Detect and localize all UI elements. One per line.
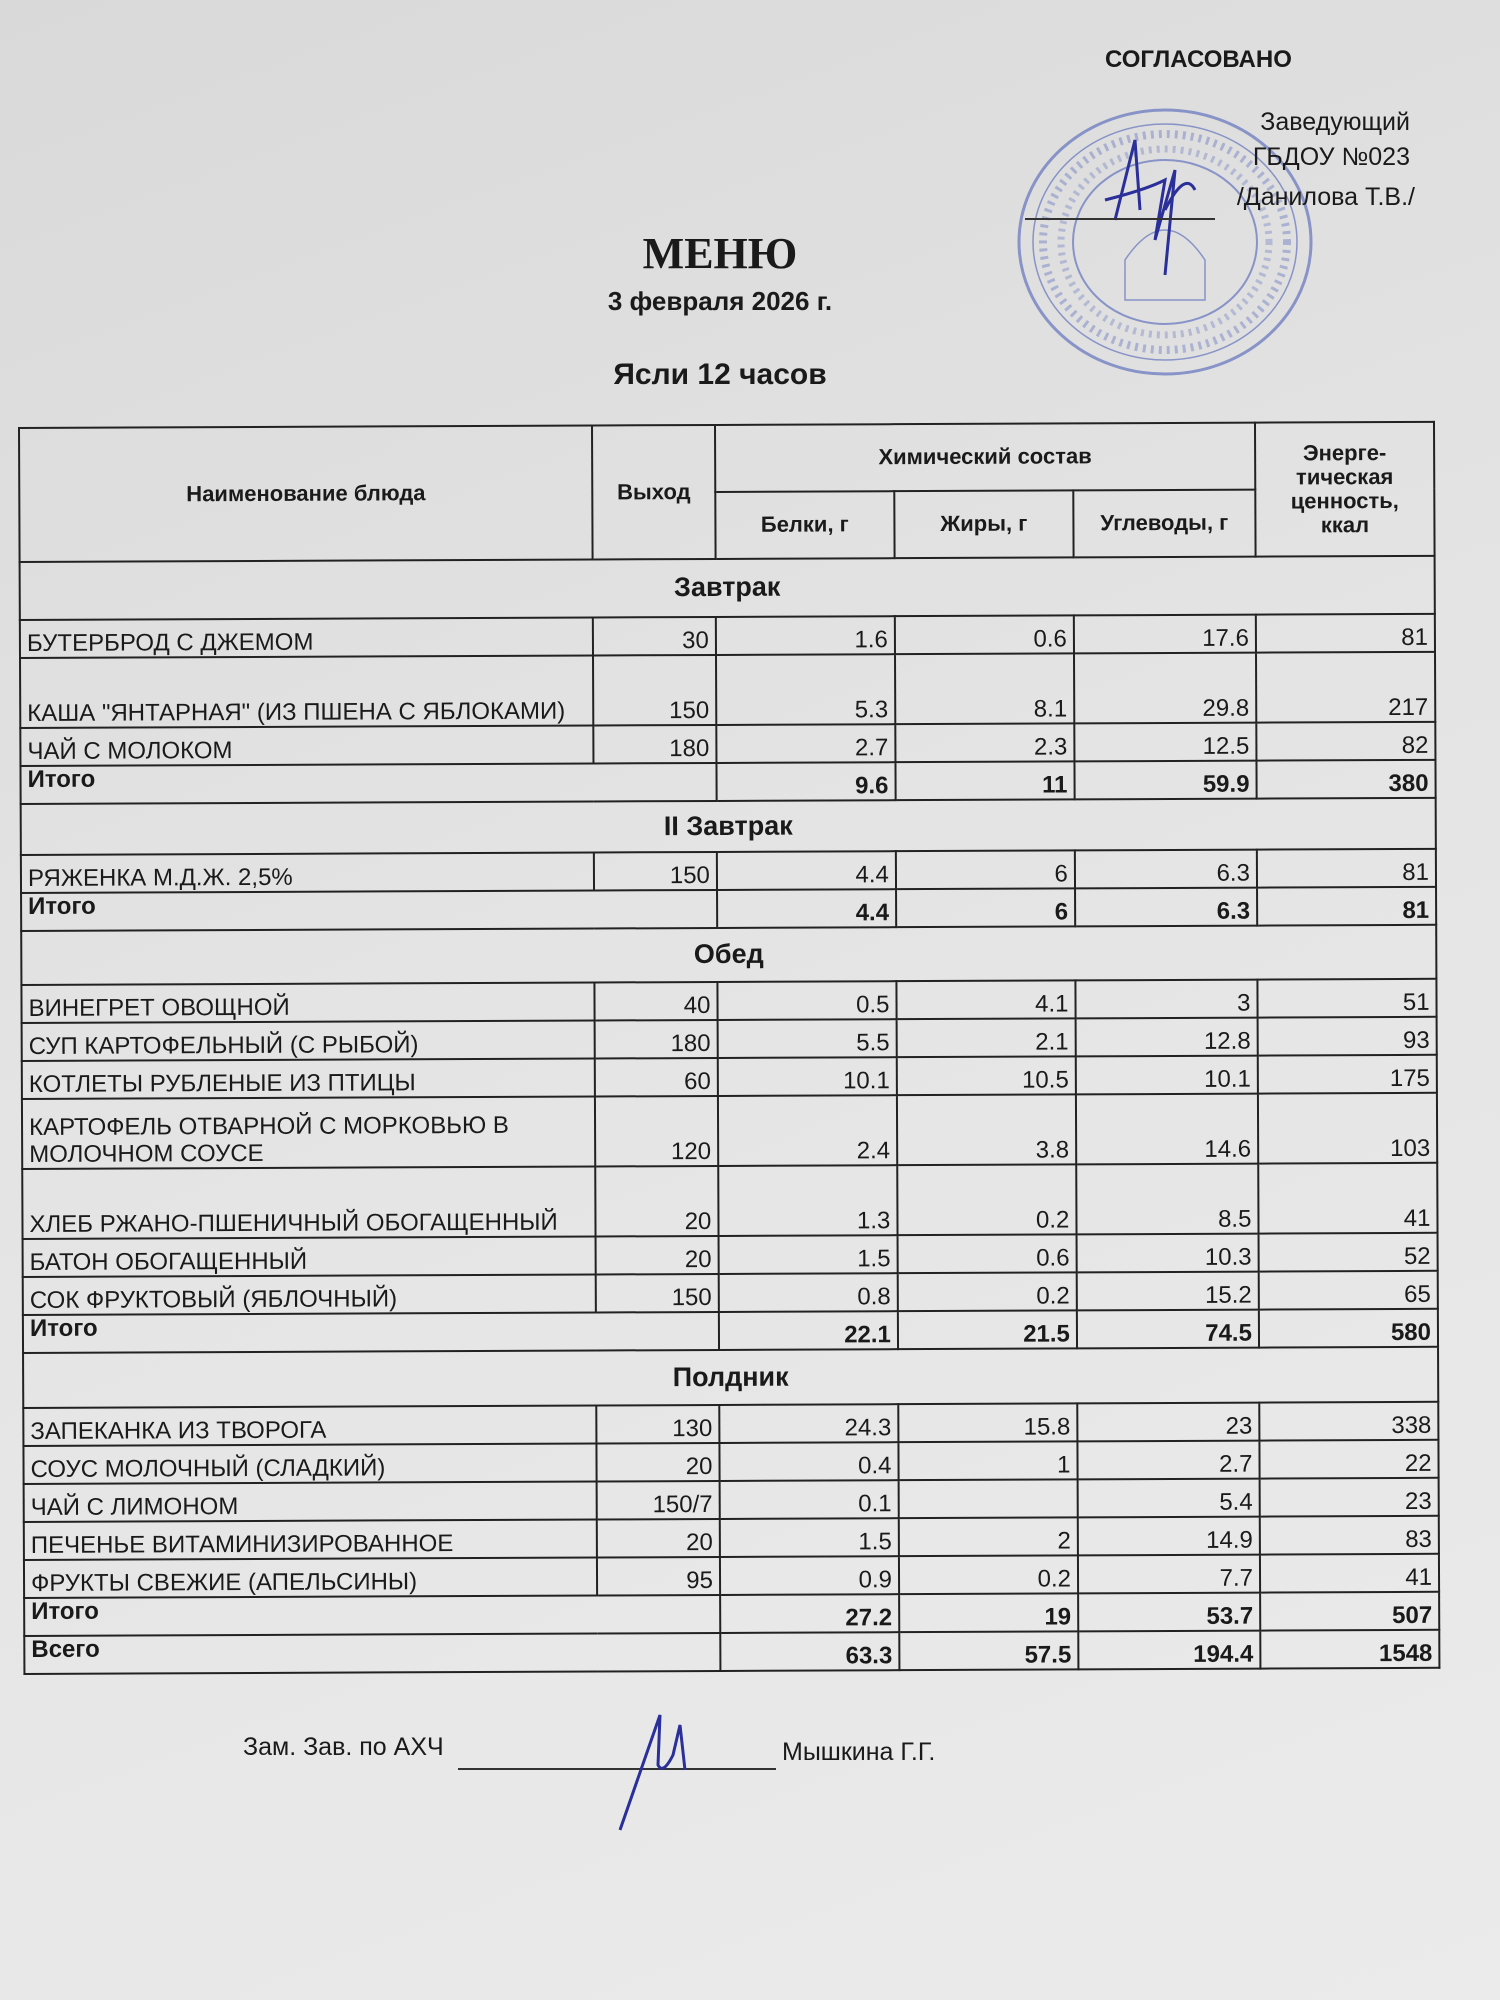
total-label: Итого (23, 1312, 719, 1353)
cell-dish-name: ЗАПЕКАНКА ИЗ ТВОРОГА (23, 1405, 596, 1446)
cell-carbs: 7.7 (1078, 1555, 1260, 1594)
table-row (22, 1163, 1437, 1239)
section-title: II Завтрак (21, 798, 1436, 855)
cell-output: 130 (596, 1405, 719, 1444)
group-name: Ясли 12 часов (613, 358, 827, 391)
cell-protein: 0.1 (720, 1480, 899, 1519)
cell-dish-name: КАРТОФЕЛЬ ОТВАРНОЙ С МОРКОВЬЮ В МОЛОЧНОМ СОУСЕ (22, 1096, 596, 1169)
total-label: Всего (24, 1633, 720, 1674)
cell-output: 60 (595, 1058, 718, 1097)
approval-position: Заведующий (1260, 108, 1410, 136)
cell-output: 95 (597, 1557, 720, 1596)
cell-fat (899, 1479, 1078, 1518)
cell-protein: 1.5 (720, 1518, 899, 1557)
cell-dish-name: КОТЛЕТЫ РУБЛЕНЫЕ ИЗ ПТИЦЫ (22, 1058, 595, 1099)
footer-position: Зам. Зав. по АХЧ (243, 1733, 444, 1761)
approval-name: /Данилова Т.В./ (1236, 183, 1415, 211)
cell-energy: 22 (1259, 1440, 1438, 1479)
cell-dish-name: ЧАЙ С МОЛОКОМ (20, 725, 593, 766)
section-title: Завтрак (20, 556, 1435, 620)
cell-protein: 10.1 (718, 1057, 897, 1096)
cell-energy: 41 (1260, 1554, 1439, 1593)
table-row (20, 652, 1435, 728)
header-fat: Жиры, г (894, 490, 1073, 558)
table-row (23, 1402, 1438, 1446)
cell-fat: 1 (898, 1441, 1077, 1480)
header-chem: Химический состав (715, 423, 1255, 492)
cell-output: 20 (595, 1166, 718, 1237)
cell-energy: 81 (1257, 849, 1436, 888)
section-title: Обед (21, 925, 1436, 985)
cell-carbs: 14.9 (1078, 1517, 1260, 1556)
cell-energy: 175 (1258, 1055, 1437, 1094)
approval-org: ГБДОУ №023 (1252, 143, 1410, 171)
cell-fat: 0.2 (899, 1555, 1078, 1594)
cell-protein: 0.9 (720, 1556, 899, 1595)
cell-energy: 65 (1259, 1271, 1438, 1310)
cell-carbs: 2.7 (1077, 1441, 1259, 1480)
table-row (23, 1440, 1438, 1484)
header-carbs: Углеводы, г (1073, 490, 1255, 558)
cell-carbs: 15.2 (1077, 1272, 1259, 1311)
cell-carbs: 12.5 (1074, 723, 1256, 762)
total-protein: 63.3 (720, 1632, 899, 1671)
total-fat: 57.5 (899, 1631, 1078, 1670)
cell-output: 20 (597, 1519, 720, 1558)
cell-output: 20 (597, 1443, 720, 1482)
cell-energy: 52 (1258, 1233, 1437, 1272)
cell-protein: 2.7 (716, 724, 895, 763)
total-carbs: 74.5 (1077, 1310, 1259, 1349)
cell-fat: 0.2 (897, 1164, 1076, 1235)
total-row (21, 887, 1436, 931)
section-row (21, 798, 1436, 855)
total-carbs: 194.4 (1078, 1631, 1260, 1670)
cell-energy: 41 (1258, 1163, 1437, 1234)
total-fat: 11 (895, 761, 1074, 800)
cell-dish-name: БУТЕРБРОД С ДЖЕМОМ (20, 617, 593, 658)
header-protein: Белки, г (715, 491, 894, 559)
cell-energy: 81 (1256, 614, 1435, 653)
cell-dish-name: СОК ФРУКТОВЫЙ (ЯБЛОЧНЫЙ) (23, 1274, 596, 1315)
cell-energy: 103 (1258, 1093, 1437, 1164)
cell-fat: 0.6 (895, 615, 1074, 654)
cell-energy: 93 (1258, 1017, 1437, 1056)
cell-protein: 1.6 (716, 616, 895, 655)
total-fat: 6 (896, 888, 1075, 927)
table-row (22, 1093, 1437, 1169)
cell-protein: 0.5 (717, 981, 896, 1020)
signature-line (1025, 218, 1215, 220)
table-row (23, 1233, 1438, 1277)
menu-table (18, 421, 1440, 1675)
cell-dish-name: ЧАЙ С ЛИМОНОМ (24, 1481, 597, 1522)
total-protein: 9.6 (716, 762, 895, 801)
cell-output: 40 (595, 982, 718, 1021)
footer-name: Мышкина Г.Г. (782, 1738, 936, 1766)
total-energy: 81 (1257, 887, 1436, 926)
menu-date: 3 февраля 2026 г. (607, 286, 833, 316)
table-row (20, 614, 1435, 658)
header-energy: Энерге-тическая ценность, ккал (1255, 422, 1435, 557)
table-row (22, 1017, 1437, 1061)
cell-carbs: 5.4 (1078, 1479, 1260, 1518)
cell-protein: 2.4 (718, 1095, 897, 1166)
total-row (24, 1592, 1439, 1636)
total-protein: 22.1 (719, 1311, 898, 1350)
cell-fat: 2 (899, 1517, 1078, 1556)
cell-dish-name: РЯЖЕНКА М.Д.Ж. 2,5% (21, 852, 594, 893)
cell-dish-name: ФРУКТЫ СВЕЖИЕ (АПЕЛЬСИНЫ) (24, 1557, 597, 1598)
cell-energy: 82 (1256, 722, 1435, 761)
total-carbs: 6.3 (1075, 888, 1257, 927)
total-label: Итого (24, 1595, 720, 1636)
cell-carbs: 3 (1075, 980, 1257, 1019)
header-name: Наименование блюда (19, 425, 593, 561)
total-row (23, 1309, 1438, 1353)
total-label: Итого (21, 890, 717, 931)
cell-output: 120 (595, 1096, 718, 1167)
grand-total-row (24, 1630, 1439, 1674)
cell-carbs: 17.6 (1074, 615, 1256, 654)
approval-heading: СОГЛАСОВАНО (1105, 46, 1292, 73)
cell-energy: 23 (1260, 1478, 1439, 1517)
cell-fat: 0.6 (897, 1234, 1076, 1273)
cell-dish-name: БАТОН ОБОГАЩЕННЫЙ (23, 1236, 596, 1277)
cell-output: 180 (595, 1020, 718, 1059)
cell-fat: 15.8 (898, 1403, 1077, 1442)
cell-carbs: 12.8 (1075, 1018, 1257, 1057)
cell-fat: 0.2 (898, 1272, 1077, 1311)
total-protein: 27.2 (720, 1594, 899, 1633)
cell-fat: 3.8 (897, 1094, 1076, 1165)
cell-protein: 1.5 (718, 1235, 897, 1274)
cell-protein: 0.4 (719, 1442, 898, 1481)
total-carbs: 59.9 (1074, 761, 1256, 800)
cell-dish-name: КАША "ЯНТАРНАЯ" (ИЗ ПШЕНА С ЯБЛОКАМИ) (20, 655, 594, 728)
section-row (21, 925, 1436, 985)
cell-dish-name: ХЛЕБ РЖАНО-ПШЕНИЧНЫЙ ОБОГАЩЕННЫЙ (22, 1166, 596, 1239)
section-row (20, 556, 1435, 620)
cell-carbs: 14.6 (1076, 1094, 1258, 1165)
total-carbs: 53.7 (1078, 1593, 1260, 1632)
cell-energy: 51 (1257, 979, 1436, 1018)
cell-protein: 1.3 (718, 1165, 897, 1236)
header-output: Выход (592, 425, 715, 560)
cell-output: 150 (593, 655, 716, 726)
cell-carbs: 29.8 (1074, 653, 1256, 724)
table-row (24, 1478, 1439, 1522)
cell-fat: 6 (896, 850, 1075, 889)
cell-protein: 4.4 (717, 851, 896, 890)
total-label: Итого (20, 763, 716, 804)
cell-carbs: 6.3 (1075, 850, 1257, 889)
cell-carbs: 8.5 (1076, 1164, 1258, 1235)
cell-carbs: 10.3 (1076, 1234, 1258, 1273)
cell-output: 150/7 (597, 1481, 720, 1520)
cell-energy: 83 (1260, 1516, 1439, 1555)
total-fat: 19 (899, 1593, 1078, 1632)
total-energy: 507 (1260, 1592, 1439, 1631)
cell-protein: 5.5 (718, 1019, 897, 1058)
table-row (21, 849, 1436, 893)
cell-output: 150 (596, 1274, 719, 1313)
table-row (24, 1554, 1439, 1598)
table-row (24, 1516, 1439, 1560)
total-fat: 21.5 (898, 1310, 1077, 1349)
cell-protein: 0.8 (719, 1273, 898, 1312)
cell-dish-name: ВИНЕГРЕТ ОВОЩНОЙ (21, 982, 594, 1023)
cell-fat: 8.1 (895, 653, 1074, 724)
table-row (22, 1055, 1437, 1099)
total-energy: 380 (1256, 760, 1435, 799)
page-title: МЕНЮ (642, 229, 798, 278)
cell-energy: 217 (1256, 652, 1435, 723)
cell-output: 30 (593, 617, 716, 656)
cell-output: 150 (594, 852, 717, 891)
cell-carbs: 10.1 (1076, 1056, 1258, 1095)
table-row (21, 979, 1436, 1023)
footer-signature (600, 1695, 720, 1835)
section-title: Полдник (23, 1347, 1438, 1408)
cell-output: 20 (596, 1236, 719, 1275)
table-row (20, 722, 1435, 766)
total-protein: 4.4 (717, 889, 896, 928)
cell-dish-name: СОУС МОЛОЧНЫЙ (СЛАДКИЙ) (23, 1443, 596, 1484)
cell-protein: 5.3 (716, 654, 895, 725)
cell-dish-name: СУП КАРТОФЕЛЬНЫЙ (С РЫБОЙ) (22, 1020, 595, 1061)
section-row (23, 1347, 1438, 1408)
cell-output: 180 (594, 725, 717, 764)
cell-fat: 2.1 (896, 1018, 1075, 1057)
cell-dish-name: ПЕЧЕНЬЕ ВИТАМИНИЗИРОВАННОЕ (24, 1519, 597, 1560)
table-row (23, 1271, 1438, 1315)
cell-fat: 2.3 (895, 723, 1074, 762)
total-row (20, 760, 1435, 804)
cell-carbs: 23 (1077, 1403, 1259, 1442)
total-energy: 1548 (1260, 1630, 1439, 1669)
cell-fat: 10.5 (897, 1056, 1076, 1095)
cell-energy: 338 (1259, 1402, 1438, 1441)
cell-fat: 4.1 (896, 980, 1075, 1019)
total-energy: 580 (1259, 1309, 1438, 1348)
cell-protein: 24.3 (719, 1404, 898, 1443)
